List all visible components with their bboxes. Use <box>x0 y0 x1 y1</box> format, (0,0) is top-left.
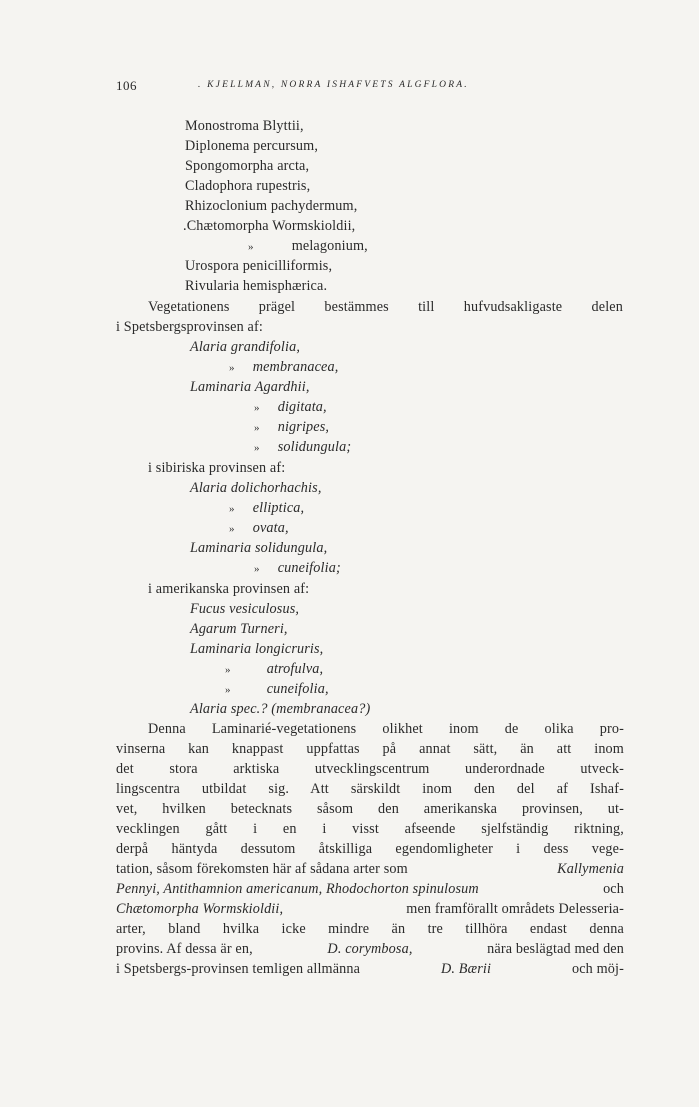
ditto-mark: » <box>254 402 260 414</box>
paragraph-italic: D. Bærii <box>441 961 492 977</box>
paragraph-text: tation, såsom förekomsten här af sådana arter som <box>116 861 408 877</box>
paragraph-italic: D. corymbosa, <box>327 941 413 957</box>
paragraph-line: vet, hvilken betecknats såsom den amerikanska provinsen, ut- <box>116 801 624 817</box>
list-item: Monostroma Blyttii, <box>185 118 304 134</box>
paragraph-line <box>116 860 624 878</box>
list-item: Laminaria longicruris, <box>190 641 324 657</box>
list-item <box>254 398 327 417</box>
paragraph-line: vinserna kan knappast uppfattas på annat sätt, än att inom <box>116 741 624 757</box>
paragraph-line: Denna Laminarié-vegetationens olikhet inom de olika pro- <box>148 721 624 737</box>
paragraph-text: och möj- <box>571 961 624 977</box>
paragraph-text: i Spetsbergs-provinsen temligen allmänna <box>116 961 361 977</box>
list-item: Laminaria solidungula, <box>190 540 328 556</box>
list-item: Urospora penicilliformis, <box>185 258 333 274</box>
paragraph-line: lingscentra utbildat sig. Att särskildt inom den del af Ishaf- <box>116 781 624 797</box>
list-item: Rhizoclonium pachydermum, <box>185 198 358 214</box>
list-item <box>254 438 351 457</box>
list-item: Diplonema percursum, <box>185 138 319 154</box>
list-item-text: atrofulva, <box>266 661 324 677</box>
ditto-mark: » <box>248 241 254 253</box>
list-item <box>254 418 329 437</box>
paragraph-line <box>116 880 624 898</box>
list-item-text: cuneifolia; <box>277 560 341 576</box>
list-item: Laminaria Agardhii, <box>190 379 310 395</box>
paragraph-italic: Pennyi, Antithamnion americanum, Rhodochorton spinulosum <box>116 881 479 897</box>
list-item-text: digitata, <box>277 399 327 415</box>
list-item: Fucus vesiculosus, <box>190 601 300 617</box>
paragraph-italic: Kallymenia <box>557 861 624 877</box>
ditto-mark: » <box>254 563 260 575</box>
list-item <box>254 559 341 578</box>
ditto-mark: » <box>225 684 231 696</box>
list-item-text: solidungula; <box>277 439 352 455</box>
list-item <box>225 680 329 699</box>
ditto-mark: » <box>229 503 235 515</box>
page-number: 106 <box>116 78 137 93</box>
ditto-mark: » <box>229 362 235 374</box>
american-intro: i amerikanska provinsen af: <box>148 581 310 597</box>
list-item <box>225 660 323 679</box>
paragraph-line <box>116 900 624 918</box>
list-item: Spongomorpha arcta, <box>185 158 310 174</box>
list-item-text: cuneifolia, <box>266 681 329 697</box>
paragraph-text: men framförallt områdets Delesseria- <box>406 901 624 917</box>
list-item <box>229 519 289 538</box>
vegetation-intro-line-2: i Spetsbergsprovinsen af: <box>116 319 263 335</box>
list-item-text: elliptica, <box>252 500 305 516</box>
ditto-mark: » <box>254 422 260 434</box>
paragraph-line: det stora arktiska utvecklingscentrum underordnade utveck- <box>116 761 624 777</box>
ditto-mark: » <box>229 523 235 535</box>
list-item <box>229 499 304 518</box>
paragraph-line: arter, bland hvilka icke mindre än tre tillhöra endast denna <box>116 921 624 937</box>
list-item: .Chætomorpha Wormskioldii, <box>183 218 356 234</box>
paragraph-text: provins. Af dessa är en, <box>116 941 253 957</box>
list-item-text: membranacea, <box>252 359 339 375</box>
list-item: Alaria spec.? (membranacea?) <box>190 701 371 717</box>
ditto-mark: » <box>225 664 231 676</box>
list-item-text: melagonium, <box>291 238 368 254</box>
list-item-text: nigripes, <box>277 419 330 435</box>
page-header <box>116 78 626 98</box>
list-item <box>229 358 338 377</box>
paragraph-line: vecklingen gått i en i visst afseende sjelfständig riktning, <box>116 821 624 837</box>
paragraph-line <box>116 940 624 958</box>
paragraph-italic: Chætomorpha Wormskioldii, <box>116 901 284 917</box>
siberian-intro: i sibiriska provinsen af: <box>148 460 286 476</box>
paragraph-text: och <box>603 881 624 897</box>
ditto-mark: » <box>254 442 260 454</box>
paragraph-text: nära beslägtad med den <box>487 941 624 957</box>
vegetation-intro-line-1: Vegetationens prägel bestämmes till hufvudsakligaste delen <box>148 299 623 315</box>
list-item: Agarum Turneri, <box>190 621 288 637</box>
list-item-text: ovata, <box>252 520 289 536</box>
list-item: Cladophora rupestris, <box>185 178 311 194</box>
paragraph-line: derpå häntyda dessutom åtskilliga egendomligheter i dess vege- <box>116 841 624 857</box>
list-item: Rivularia hemisphærica. <box>185 278 328 294</box>
list-item: Alaria grandifolia, <box>190 339 301 355</box>
list-item: Alaria dolichorhachis, <box>190 480 322 496</box>
running-title: . KJELLMAN, NORRA ISHAFVETS ALGFLORA. <box>198 80 469 90</box>
paragraph-line <box>116 960 624 978</box>
list-item <box>248 237 368 256</box>
